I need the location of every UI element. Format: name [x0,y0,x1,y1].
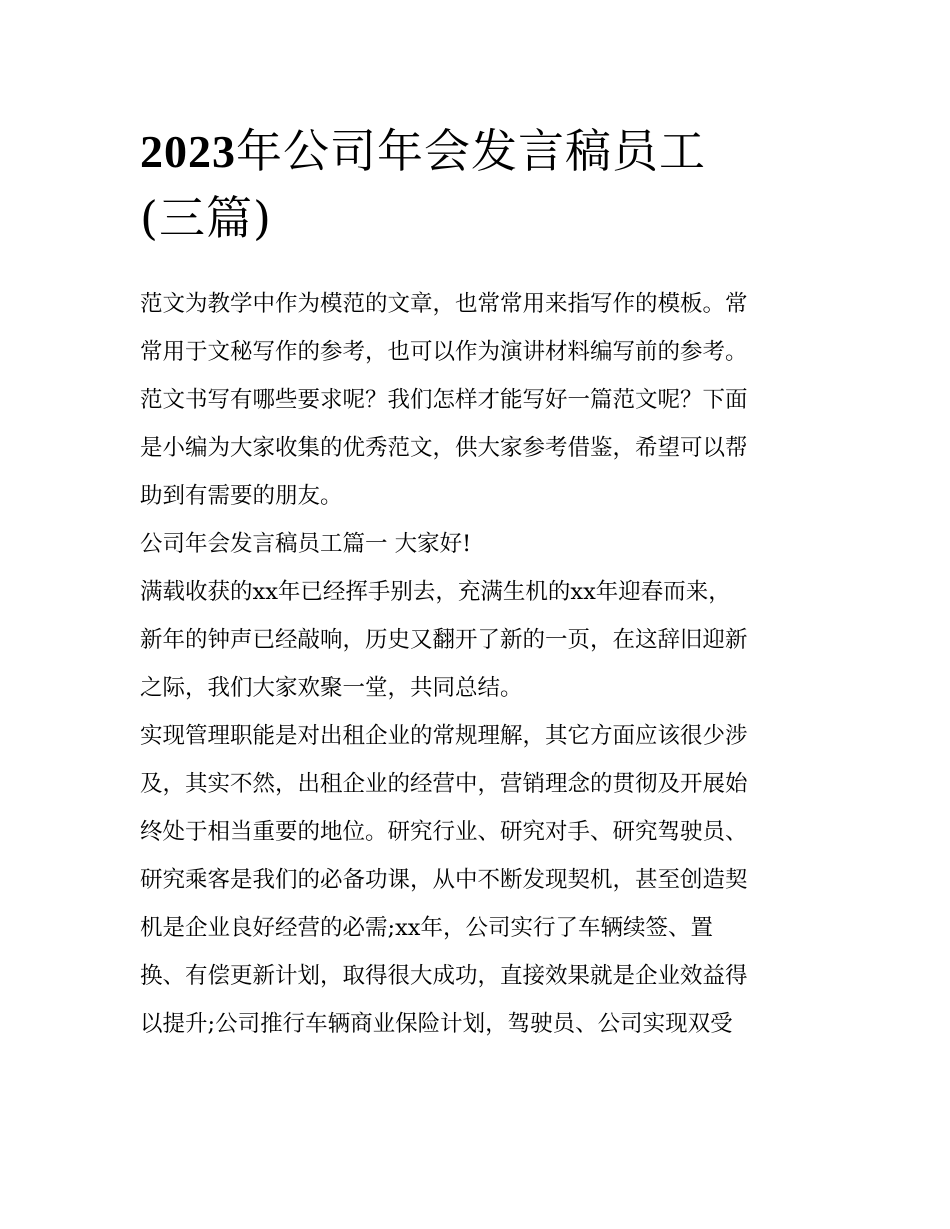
text-line: 公司年会发言稿员工篇一 大家好! [140,531,472,557]
text-line: 以提升;公司推行车辆商业保险计划，驾驶员、公司实现双受 [140,1011,733,1037]
text-line: 研究乘客是我们的必备功课，从中不断发现契机，甚至创造契 [140,867,748,893]
text-line: 及，其实不然，出租企业的经营中，营销理念的贯彻及开展始 [140,771,748,797]
paragraph-management [140,712,820,1048]
text-line: 实现管理职能是对出租企业的常规理解，其它方面应该很少涉 [140,723,748,749]
text-line: 之际，我们大家欢聚一堂，共同总结。 [140,675,523,701]
text-line: 换、有偿更新计划，取得很大成功，直接效果就是企业效益得 [140,963,748,989]
paragraph-intro [140,280,820,520]
page-title [140,118,820,251]
text-line: 满载收获的xx年已经挥手别去，充满生机的xx年迎春而来， [140,579,731,605]
text-line: 新年的钟声已经敲响，历史又翻开了新的一页，在这辞旧迎新 [140,627,748,653]
text-line: 范文为教学中作为模范的文章，也常常用来指写作的模板。常 [140,291,748,317]
paragraph-section-heading [140,520,820,568]
text-line: 助到有需要的朋友。 [140,483,343,509]
text-line: 终处于相当重要的地位。研究行业、研究对手、研究驾驶员、 [140,819,748,845]
text-line: 常用于文秘写作的参考，也可以作为演讲材料编写前的参考。 [140,339,748,365]
paragraph-greeting [140,568,820,712]
document-body [140,280,820,1048]
text-line: 是小编为大家收集的优秀范文，供大家参考借鉴，希望可以帮 [140,435,748,461]
text-line: 机是企业良好经营的必需;xx年，公司实行了车辆续签、置 [140,915,713,941]
text-line: 范文书写有哪些要求呢？我们怎样才能写好一篇范文呢？下面 [140,387,748,413]
title-year: 2023 [140,126,236,177]
title-line1: 年公司年会发言稿员工 [236,124,706,178]
title-line2: (三篇) [140,191,272,245]
